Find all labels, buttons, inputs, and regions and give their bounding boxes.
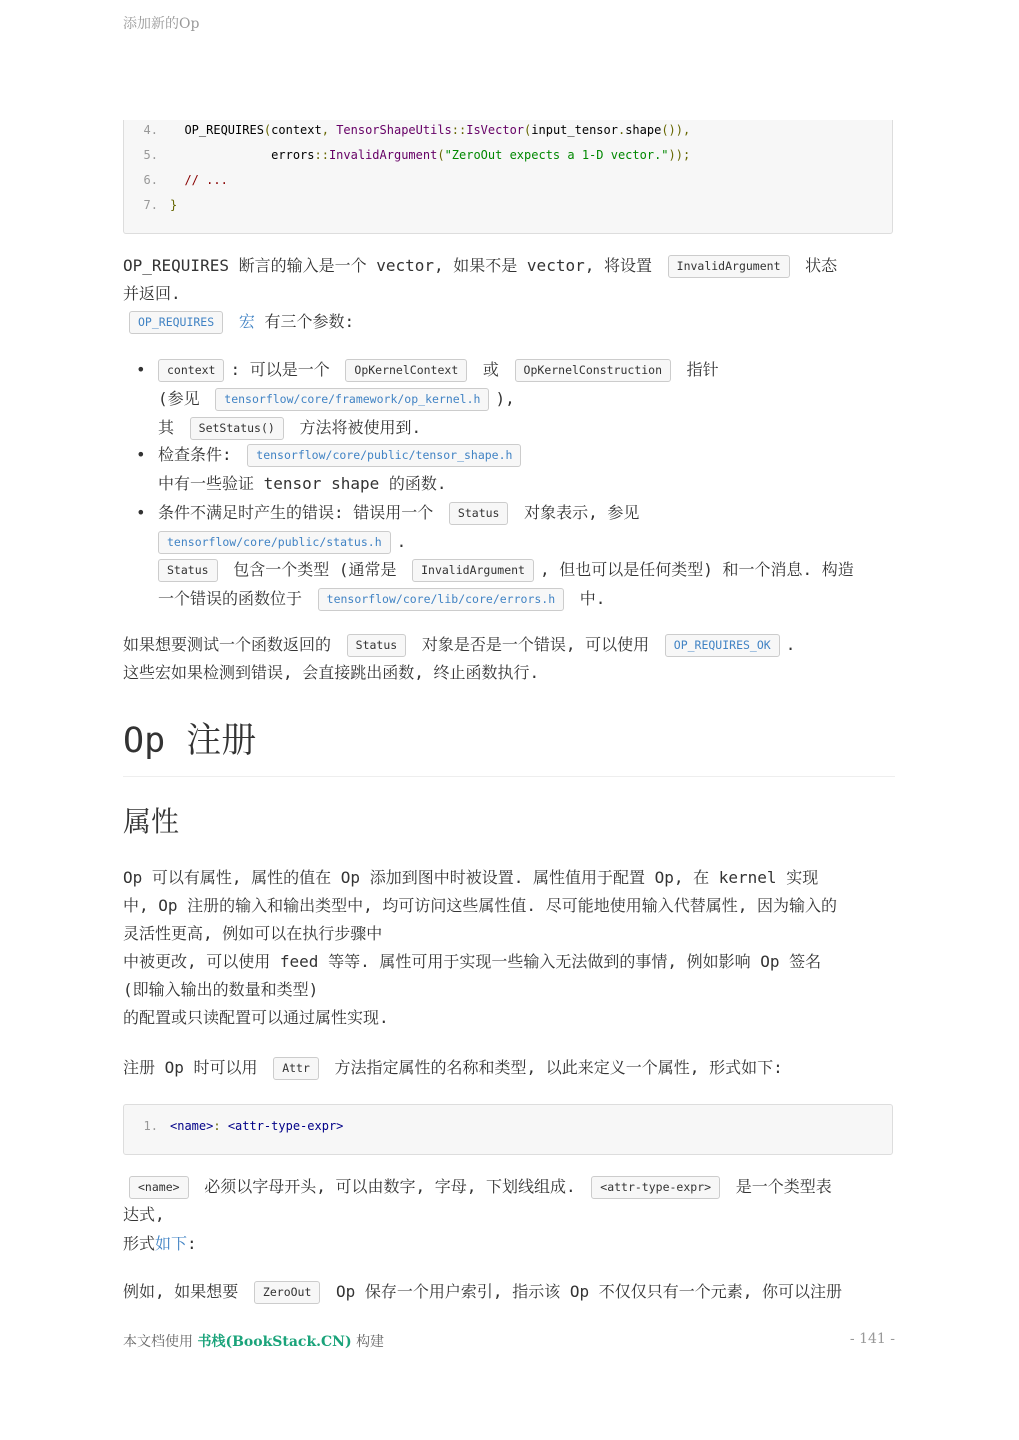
text: : 可以是一个 — [230, 360, 330, 379]
code-line — [124, 168, 228, 193]
inline-code: Attr — [273, 1057, 319, 1080]
inline-code: ZeroOut — [254, 1281, 320, 1304]
inline-code: <attr-type-expr> — [591, 1176, 720, 1199]
tensor-shape-link[interactable]: tensorflow/core/public/tensor_shape.h — [247, 444, 521, 467]
text: 条件不满足时产生的错误: 错误用一个 — [158, 503, 434, 522]
code-token: ()), — [661, 123, 691, 137]
text: (参见 — [158, 389, 200, 408]
text: 方法指定属性的名称和类型, 以此来定义一个属性, 形式如下: — [334, 1058, 783, 1077]
code-token: OP_REQUIRES — [170, 123, 264, 137]
inline-code: <name> — [129, 1176, 189, 1199]
inline-code: Status — [449, 502, 509, 525]
code-token: context — [271, 123, 322, 137]
code-token: input_tensor — [531, 123, 618, 137]
code-token: // ... — [170, 173, 228, 187]
code-line — [124, 143, 690, 168]
text: 包含一个类型 (通常是 — [233, 560, 397, 579]
text: 中, Op 注册的输入和输出类型中, 均可访问这些属性值. 尽可能地使用输入代替属性, 因为输入的 — [123, 896, 837, 915]
code-token: . — [617, 123, 626, 137]
text: 这些宏如果检测到错误, 会直接跳出函数, 终止函数执行. — [123, 663, 540, 682]
section-heading-op-registration: Op 注册 — [123, 721, 257, 761]
code-token: TensorShapeUtils — [336, 123, 452, 137]
code-line — [124, 193, 177, 218]
op-requires-code-link[interactable]: OP_REQUIRES — [129, 311, 223, 334]
inline-code: Status — [158, 559, 218, 582]
code-line — [124, 118, 690, 143]
bookstack-link[interactable]: 书栈(BookStack.CN) — [197, 1334, 352, 1350]
inline-code: InvalidArgument — [668, 255, 790, 278]
code-block-zeroout — [123, 120, 893, 234]
bullet-marker: • — [136, 360, 146, 379]
inline-code: InvalidArgument — [412, 559, 534, 582]
text: 的配置或只读配置可以通过属性实现. — [123, 1008, 389, 1027]
inline-code: Status — [347, 634, 407, 657]
text: OP_REQUIRES 断言的输入是一个 vector, 如果不是 vector, 将设置 — [123, 256, 652, 275]
code-token: )); — [668, 148, 691, 162]
text: 或 — [482, 360, 499, 379]
subsection-heading-attributes: 属性 — [123, 805, 180, 838]
code-token: shape — [625, 123, 662, 137]
text: 必须以字母开头, 可以由数字, 字母, 下划线组成. — [204, 1177, 576, 1196]
errors-h-link[interactable]: tensorflow/core/lib/core/errors.h — [318, 588, 564, 611]
code-token: errors — [170, 148, 315, 162]
text: 一个错误的函数位于 — [158, 589, 303, 608]
list-item — [158, 441, 527, 469]
below-link[interactable]: 如下 — [155, 1234, 188, 1253]
code-token: ( — [524, 123, 532, 137]
line-number: 7. — [143, 198, 158, 212]
text: 中有一些验证 tensor shape 的函数. — [158, 474, 447, 493]
line-number: 4. — [143, 123, 158, 137]
code-token: :: — [451, 123, 467, 137]
code-token: : — [213, 1119, 228, 1133]
text: 如果想要测试一个函数返回的 — [123, 635, 332, 654]
text: 形式 — [123, 1234, 156, 1253]
op-requires-ok-link[interactable]: OP_REQUIRES_OK — [665, 634, 780, 657]
page-header-title: 添加新的Op — [123, 16, 200, 32]
text: 方法将被使用到. — [299, 418, 422, 437]
text: 对象是否是一个错误, 可以使用 — [421, 635, 650, 654]
line-number: 5. — [143, 148, 158, 162]
text: . — [396, 532, 407, 551]
text: 达式, — [123, 1205, 165, 1224]
text: 其 — [158, 418, 175, 437]
page-number: - 141 - — [849, 1331, 895, 1347]
code-token: InvalidArgument — [328, 148, 438, 162]
line-number: 6. — [143, 173, 158, 187]
code-token: <name> — [170, 1119, 214, 1133]
code-token: ( — [437, 148, 445, 162]
text: 中. — [579, 589, 606, 608]
code-token: , — [321, 123, 337, 137]
text: : — [187, 1234, 197, 1253]
text: . — [785, 635, 796, 654]
list-item — [158, 356, 719, 384]
code-line — [124, 1114, 343, 1139]
code-token: } — [170, 198, 178, 212]
text: (即输入输出的数量和类型) — [123, 980, 319, 999]
inline-code: context — [158, 359, 224, 382]
heading-divider — [123, 776, 895, 777]
list-item — [158, 499, 639, 527]
code-token: :: — [314, 148, 329, 162]
bullet-marker: • — [136, 503, 146, 522]
line-number: 1. — [143, 1119, 158, 1133]
code-token: <attr-type-expr> — [227, 1119, 344, 1133]
inline-code: SetStatus() — [190, 417, 284, 440]
text: 对象表示, 参见 — [524, 503, 640, 522]
footer-prefix: 本文档使用 — [123, 1334, 193, 1350]
text: Op 保存一个用户索引, 指示该 Op 不仅仅只有一个元素, 你可以注册 — [336, 1282, 842, 1301]
code-token: IsVector — [466, 123, 525, 137]
text: 例如, 如果想要 — [123, 1282, 239, 1301]
text: 灵活性更高, 例如可以在执行步骤中 — [123, 924, 383, 943]
text: 中被更改, 可以使用 feed 等等. 属性可用于实现一些输入无法做到的事情, 例如影响 Op 签名 — [123, 952, 822, 971]
text: 注册 Op 时可以用 — [123, 1058, 258, 1077]
text: 检查条件: — [158, 445, 232, 464]
footer-suffix: 构建 — [356, 1334, 385, 1350]
text: 状态 — [805, 256, 838, 275]
text: 是一个类型表 — [735, 1177, 832, 1196]
macro-link[interactable]: 宏 — [238, 312, 255, 331]
status-h-link[interactable]: tensorflow/core/public/status.h — [158, 531, 391, 554]
code-token: "ZeroOut expects a 1-D vector." — [444, 148, 669, 162]
text: 并返回. — [123, 284, 181, 303]
code-token: ( — [263, 123, 272, 137]
bullet-marker: • — [136, 445, 146, 464]
text: Op 可以有属性, 属性的值在 Op 添加到图中时被设置. 属性值用于配置 Op, 在 kernel 实现 — [123, 868, 819, 887]
footer-credit — [123, 1331, 384, 1351]
text: 有三个参数: — [264, 312, 355, 331]
text: ), — [495, 389, 515, 408]
text: 指针 — [686, 360, 719, 379]
inline-code: OpKernelContext — [345, 359, 467, 382]
op-kernel-link[interactable]: tensorflow/core/framework/op_kernel.h — [215, 388, 489, 411]
text: , 但也可以是任何类型) 和一个消息. 构造 — [539, 560, 854, 579]
inline-code: OpKernelConstruction — [515, 359, 671, 382]
code-block-attr-syntax — [123, 1104, 893, 1155]
